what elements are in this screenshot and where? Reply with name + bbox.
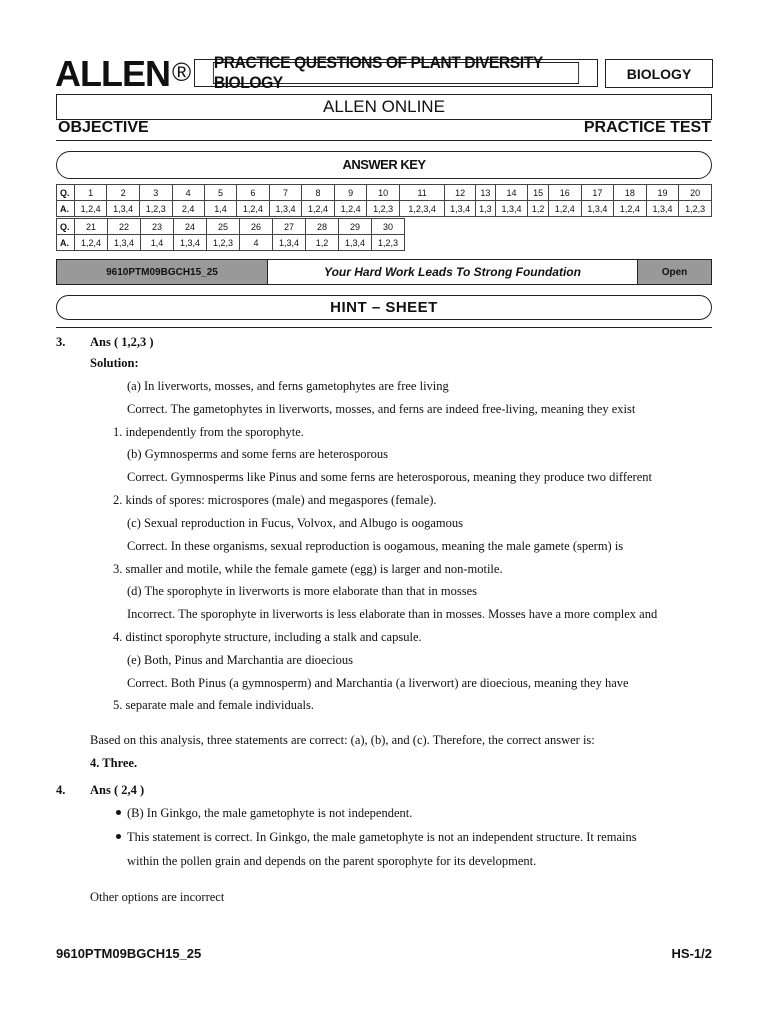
answer-cell: 1,3,4 — [269, 201, 302, 217]
numbered-line: 1. independently from the sporophyte. — [113, 425, 304, 439]
answer-cell: 1,3,4 — [339, 235, 372, 251]
question-number-cell: 25 — [207, 219, 240, 235]
question-number-cell: 14 — [495, 185, 528, 201]
answer-label: Ans ( 2,4 ) — [90, 783, 145, 797]
bullet-text-continued: within the pollen grain and depends on the parent sporophyte for its development. — [127, 854, 537, 868]
registered-mark: ® — [172, 57, 191, 87]
solution-line: Correct. In these organisms, sexual reproduction is oogamous, meaning the male gamete (sperm) is — [127, 539, 624, 553]
answer-cell: 1,3,4 — [108, 235, 141, 251]
answer-cell: 1,3,4 — [273, 235, 306, 251]
numbered-line: 5. separate male and female individuals. — [113, 698, 314, 712]
objective-label: OBJECTIVE — [58, 119, 149, 136]
bullet-text: (B) In Ginkgo, the male gametophyte is not independent. — [127, 806, 413, 820]
answer-cell: 1,3,4 — [495, 201, 528, 217]
question-number-cell: 23 — [141, 219, 174, 235]
question-number-cell: 24 — [174, 219, 207, 235]
answer-cell: 1,3 — [475, 201, 495, 217]
question-number-cell: 11 — [399, 185, 444, 201]
answer-cell: 1,2,4 — [334, 201, 367, 217]
document-title: PRACTICE QUESTIONS OF PLANT DIVERSITY BIOLOGY — [213, 62, 579, 84]
divider — [56, 327, 712, 328]
answer-cell: 1,2,4 — [237, 201, 270, 217]
solution-line: Correct. Gymnosperms like Pinus and some ferns are heterosporous, meaning they produce two different — [127, 470, 652, 484]
numbered-line: 3. smaller and motile, while the female gamete (egg) is larger and non-motile. — [113, 562, 503, 576]
q-label: Q. — [57, 219, 75, 235]
question-number-cell: 13 — [475, 185, 495, 201]
answer-cell: 1,2,3 — [372, 235, 405, 251]
question-number-cell: 17 — [581, 185, 614, 201]
question-number-cell: 30 — [372, 219, 405, 235]
solution-line: (d) The sporophyte in liverworts is more elaborate than that in mosses — [127, 584, 478, 598]
answer-cell: 1,2,3,4 — [399, 201, 444, 217]
test-code: 9610PTM09BGCH15_25 — [57, 260, 268, 284]
solution-line: (c) Sexual reproduction in Fucus, Volvox, and Albugo is oogamous — [127, 516, 463, 530]
motto: Your Hard Work Leads To Strong Foundation — [324, 265, 581, 279]
question-number-cell: 7 — [269, 185, 302, 201]
answer-key-title: ANSWER KEY — [56, 151, 712, 179]
answer-cell: 1,2,4 — [75, 235, 108, 251]
question-number-cell: 5 — [204, 185, 236, 201]
question-number-cell: 16 — [548, 185, 581, 201]
allen-logo — [55, 54, 190, 94]
answer-cell: 1,2,4 — [548, 201, 581, 217]
solution-line: Incorrect. The sporophyte in liverworts is less elaborate than in mosses. Mosses have a more complex and — [127, 607, 658, 621]
question-number-cell: 21 — [75, 219, 108, 235]
answer-cell: 1,2 — [528, 201, 549, 217]
question-number-cell: 8 — [302, 185, 335, 201]
logo-text: ALLEN — [55, 53, 170, 94]
answer-cell: 1,2,4 — [302, 201, 335, 217]
q-label: Q. — [57, 185, 75, 201]
page-number: HS-1/2 — [671, 946, 712, 961]
question-number-cell: 4 — [172, 185, 204, 201]
question-number-cell: 3 — [139, 185, 172, 201]
answer-cell: 1,2,3 — [679, 201, 712, 217]
solution-label: Solution: — [90, 356, 139, 370]
answer-cell: 1,3,4 — [174, 235, 207, 251]
question-number-cell: 1 — [74, 185, 107, 201]
solution-line: (b) Gymnosperms and some ferns are heterosporous — [127, 447, 389, 461]
hint-sheet-title: HINT – SHEET — [56, 295, 712, 320]
solution-line: Correct. Both Pinus (a gymnosperm) and Marchantia (a liverwort) are dioecious, meaning they have — [127, 676, 629, 690]
solution-line: (e) Both, Pinus and Marchantia are dioecious — [127, 653, 353, 667]
answer-key-table-2 — [56, 218, 405, 251]
question-number-cell: 9 — [334, 185, 367, 201]
footer-code: 9610PTM09BGCH15_25 — [56, 946, 202, 961]
document-title-box — [194, 53, 598, 92]
a-label: A. — [57, 235, 75, 251]
answer-cell: 1,4 — [204, 201, 236, 217]
answer-key-table-1 — [56, 184, 712, 217]
solution-line: Correct. The gametophytes in liverworts, mosses, and ferns are indeed free-living, meaning they exist — [127, 402, 636, 416]
test-info-strip — [56, 259, 712, 285]
question-number-cell: 15 — [528, 185, 549, 201]
bullet-icon — [116, 810, 121, 815]
final-answer: 4. Three. — [90, 756, 138, 770]
answer-cell: 1,3,4 — [646, 201, 679, 217]
question-number-cell: 18 — [614, 185, 647, 201]
question-number-cell: 26 — [240, 219, 273, 235]
answer-cell: 4 — [240, 235, 273, 251]
bullet-icon — [116, 834, 121, 839]
answer-cell: 1,2,3 — [207, 235, 240, 251]
bullet-text: This statement is correct. In Ginkgo, the male gametophyte is not an independent structure. It remains — [127, 830, 637, 844]
answer-cell: 1,4 — [141, 235, 174, 251]
a-label: A. — [57, 201, 75, 217]
question-number-cell: 12 — [445, 185, 476, 201]
question-number-cell: 10 — [367, 185, 400, 201]
question-number-cell: 19 — [646, 185, 679, 201]
practice-test-label: PRACTICE TEST — [583, 119, 711, 136]
answer-label: Ans ( 1,2,3 ) — [90, 335, 154, 349]
answer-cell: 1,2 — [306, 235, 339, 251]
question-number-cell: 27 — [273, 219, 306, 235]
answer-cell: 1,3,4 — [581, 201, 614, 217]
answer-cell: 1,2,3 — [139, 201, 172, 217]
answer-cell: 1,3,4 — [107, 201, 140, 217]
numbered-line: 2. kinds of spores: microspores (male) and megaspores (female). — [113, 493, 437, 507]
other-options-text: Other options are incorrect — [90, 890, 225, 904]
question-number-cell: 6 — [237, 185, 270, 201]
question-number-cell: 22 — [108, 219, 141, 235]
question-number: 3. — [56, 335, 66, 349]
solution-line: (a) In liverworts, mosses, and ferns gametophytes are free living — [127, 379, 449, 393]
answer-cell: 2,4 — [172, 201, 204, 217]
question-number-cell: 2 — [107, 185, 140, 201]
answer-cell: 1,2,4 — [74, 201, 107, 217]
numbered-line: 4. distinct sporophyte structure, including a stalk and capsule. — [113, 630, 422, 644]
question-number-cell: 28 — [306, 219, 339, 235]
question-number: 4. — [56, 783, 66, 797]
question-number-cell: 29 — [339, 219, 372, 235]
answer-cell: 1,2,4 — [614, 201, 647, 217]
conclusion-text: Based on this analysis, three statements are correct: (a), (b), and (c). Therefore, the correct answer is: — [90, 733, 595, 747]
answer-cell: 1,2,3 — [367, 201, 400, 217]
answer-cell: 1,3,4 — [445, 201, 476, 217]
question-number-cell: 20 — [679, 185, 712, 201]
status-badge: Open — [637, 260, 711, 284]
online-banner: ALLEN ONLINE — [56, 94, 712, 120]
subject-label: BIOLOGY — [605, 59, 713, 88]
